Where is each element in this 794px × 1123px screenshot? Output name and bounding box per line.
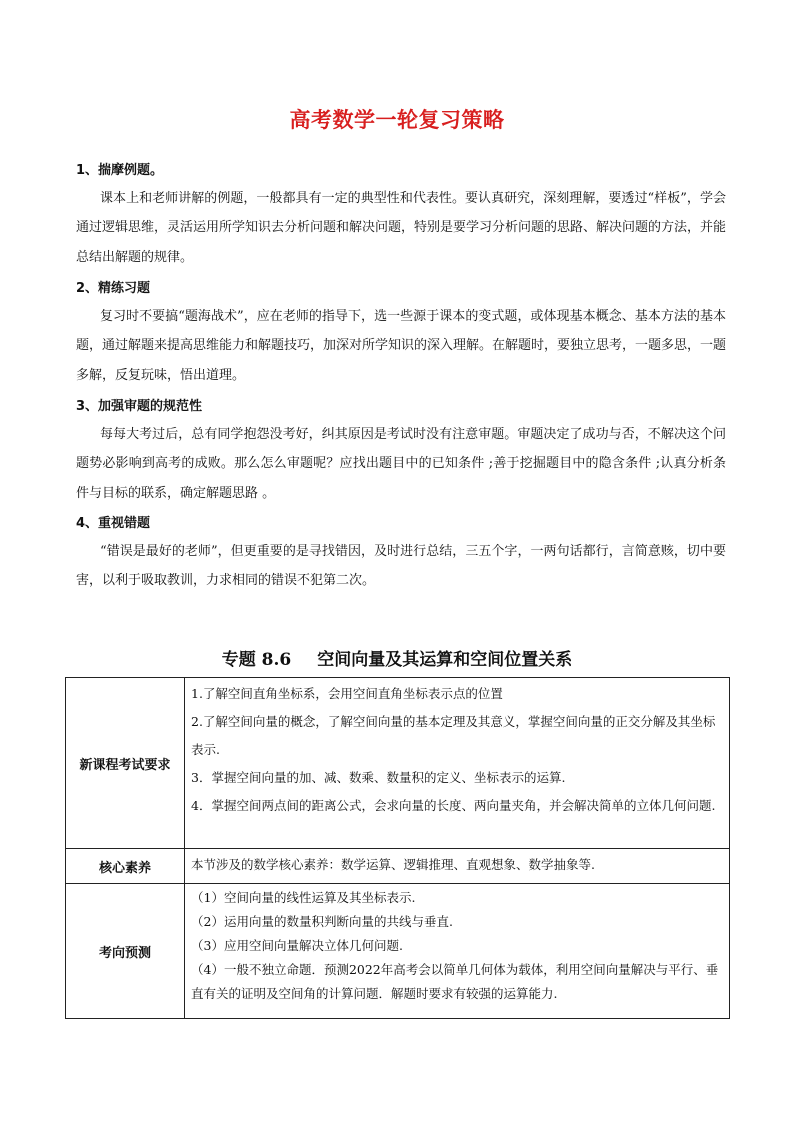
forecast-item: （2）运用向量的数量积判断向量的共线与垂直.: [191, 914, 453, 929]
row-content: [185, 884, 730, 1019]
row-content: [185, 849, 730, 884]
topic-heading: [0, 645, 794, 670]
requirement-item: 4．掌握空间两点间的距离公式，会求向量的长度、两向量夹角，并会解决简单的立体几何问题.: [191, 798, 716, 813]
requirement-item: 1.了解空间直角坐标系，会用空间直角坐标表示点的位置: [191, 686, 503, 701]
forecast-item: （4）一般不独立命题．预测2022年高考会以简单几何体为载体，利用空间向量解决与平行、垂直有关的证明及空间角的计算问题．解题时要求有较强的运算能力.: [191, 962, 719, 1001]
section-text: 复习时不要搞“题海战术”，应在老师的指导下，选一些源于课本的变式题，或体现基本概念、基本方法的基本题，通过解题来提高思维能力和解题技巧，加深对所学知识的深入理解。在解题时，要独立思考，一题多思，一题多解，反复玩味，悟出道理。: [76, 309, 727, 383]
section-heading: 1、揣摩例题。: [76, 163, 164, 178]
table-row: [66, 849, 730, 884]
section-3: [76, 394, 726, 508]
row-content: [185, 678, 730, 849]
section-heading: 4、重视错题: [76, 516, 151, 531]
table-row: [66, 678, 730, 849]
section-2: [76, 276, 726, 390]
section-text: 每每大考过后，总有同学抱怨没考好，纠其原因是考试时没有注意审题。审题决定了成功与否，不解决这个问题势必影响到高考的成败。那么怎么审题呢？应找出题目中的已知条件 ;善于挖掘题目中的隐含条件 ;认真分析条件与目标的联系，确定解题思路 。: [76, 427, 726, 501]
document-title: 高考数学一轮复习策略: [289, 108, 505, 132]
topic-number: 专题 8.6: [221, 650, 292, 670]
section-heading: 3、加强审题的规范性: [76, 399, 203, 414]
section-text: “错误是最好的老师”，但更重要的是寻找错因，及时进行总结，三五个字，一两句话都行，言简意赅，切中要害，以利于吸取教训，力求相同的错误不犯第二次。: [76, 544, 726, 589]
requirement-item: 2.了解空间向量的概念，了解空间向量的基本定理及其意义，掌握空间向量的正交分解及其坐标表示.: [191, 714, 716, 757]
topic-name: 空间向量及其运算和空间位置关系: [317, 650, 573, 670]
forecast-item: （3）应用空间向量解决立体几何问题.: [191, 938, 403, 953]
row-label: 新课程考试要求: [66, 678, 185, 849]
section-text: 课本上和老师讲解的例题，一般都具有一定的典型性和代表性。要认真研究，深刻理解，要透过“样板”，学会通过逻辑思维，灵活运用所学知识去分析问题和解决问题，特别是要学习分析问题的思路、解决问题的方法，并能总结出解题的规律。: [76, 191, 727, 265]
section-4: [76, 511, 726, 596]
forecast-item: （1）空间向量的线性运算及其坐标表示.: [191, 890, 416, 905]
row-label: 核心素养: [66, 849, 185, 884]
literacy-item: 本节涉及的数学核心素养：数学运算、逻辑推理、直观想象、数学抽象等.: [191, 857, 595, 872]
section-heading: 2、精练习题: [76, 281, 151, 296]
requirements-table: [65, 677, 730, 1019]
requirement-item: 3．掌握空间向量的加、减、数乘、数量积的定义、坐标表示的运算.: [191, 770, 566, 785]
table-row: [66, 884, 730, 1019]
section-1: [76, 158, 726, 272]
row-label: 考向预测: [66, 884, 185, 1019]
